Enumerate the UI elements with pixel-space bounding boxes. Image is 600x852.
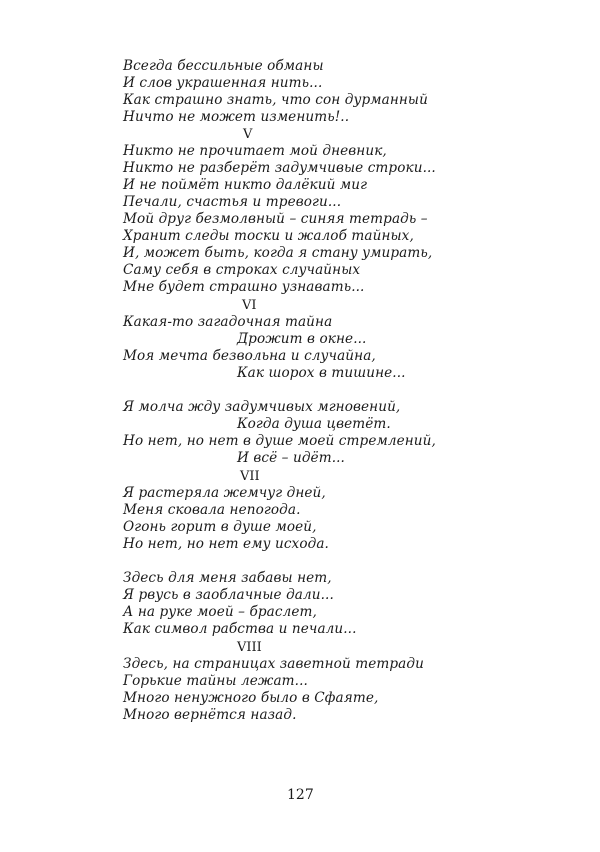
poem-line: А на руке моей – браслет, (123, 604, 317, 620)
poem-line: Много ненужного было в Сфаяте, (123, 690, 379, 706)
poem-line: Огонь горит в душе моей, (123, 519, 317, 535)
poem-line: Никто не разберёт задумчивые строки... (123, 160, 436, 176)
poem-line: Меня сковала непогода. (123, 502, 301, 518)
poem-line: Всегда бессильные обманы (123, 58, 324, 74)
poem-line: Ничто не может изменить!.. (123, 109, 350, 125)
poem-line: Никто не прочитает мой дневник, (123, 143, 387, 159)
poem-line: Здесь, на страницах заветной тетради (123, 656, 424, 672)
page-number: 127 (287, 787, 314, 803)
poem-line: Моя мечта безвольна и случайна, (123, 348, 376, 364)
poem-line-indented: Дрожит в окне... (237, 331, 367, 347)
poem-line: Но нет, но нет в душе моей стремлений, (123, 433, 436, 449)
poem-line: Я растеряла жемчуг дней, (123, 485, 326, 501)
poem-line: Хранит следы тоски и жалоб тайных, (123, 228, 414, 244)
poem-line: Как страшно знать, что сон дурманный (123, 92, 428, 108)
poem-line: И не поймёт никто далёкий миг (123, 177, 368, 193)
poem-line: Но нет, но нет ему исхода. (123, 536, 329, 552)
poem-line: Я молча жду задумчивых мгновений, (123, 399, 401, 415)
poem-line: Мне будет страшно узнавать... (123, 279, 365, 295)
section-numeral-vii: VII (240, 469, 260, 484)
poem-line: Я рвусь в заоблачные дали... (123, 587, 334, 603)
section-numeral-viii: VIII (237, 640, 262, 655)
poem-line: Мой друг безмолвный – синяя тетрадь – (123, 211, 428, 227)
poem-line-indented: Как шорох в тишине... (237, 365, 406, 381)
poem-line: Горькие тайны лежат... (123, 673, 308, 689)
poem-line: И слов украшенная нить... (123, 75, 323, 91)
poem-line: Какая-то загадочная тайна (123, 314, 333, 330)
poem-line: Здесь для меня забавы нет, (123, 570, 332, 586)
poem-line: Печали, счастья и тревоги... (123, 194, 342, 210)
poem-line-indented: Когда душа цветёт. (237, 416, 391, 432)
section-numeral-vi: VI (242, 298, 257, 313)
poem-line: И, может быть, когда я стану умирать, (123, 245, 433, 261)
section-numeral-v: V (243, 127, 253, 142)
poem-line: Много вернётся назад. (123, 707, 297, 723)
poem-line: Как символ рабства и печали... (123, 621, 357, 637)
poem-line: Саму себя в строках случайных (123, 262, 361, 278)
poem-line-indented: И всё – идёт... (237, 450, 345, 466)
